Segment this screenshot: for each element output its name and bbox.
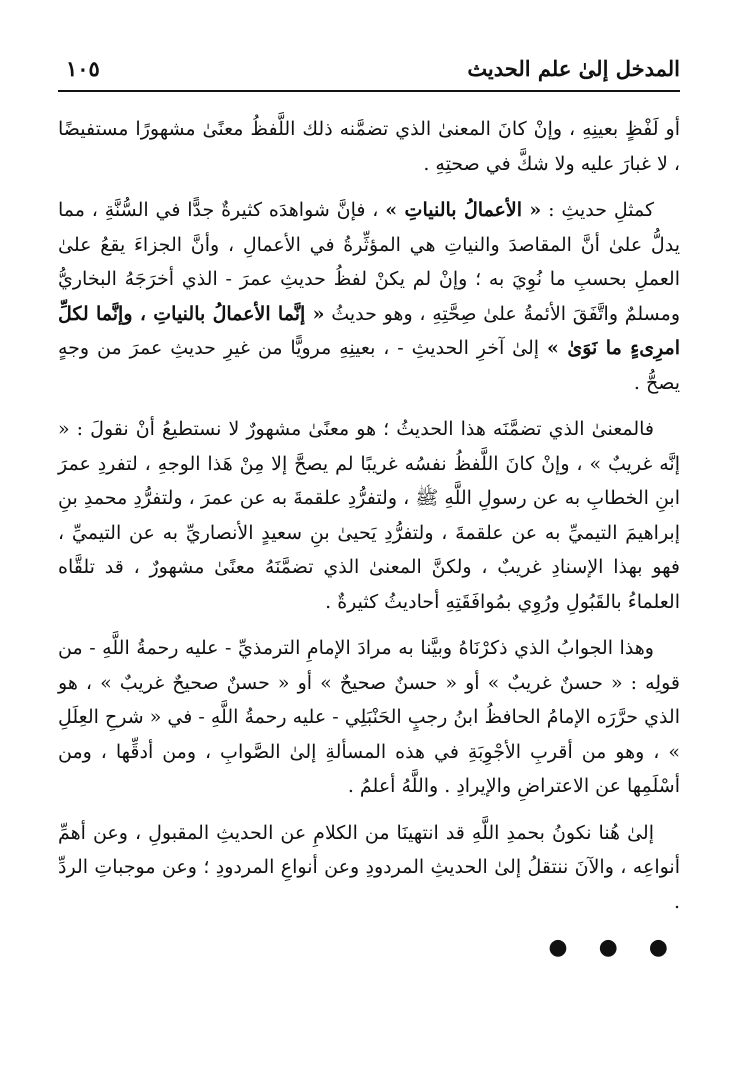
paragraph-2-end: إلىٰ آخرِ الحديثِ - ، بعينِهِ مرويًّا من غيرِ حديثِ عمرَ من وجهٍ يصحُّ . [58, 337, 680, 394]
section-end-ornament: ● ● ● [548, 935, 680, 960]
paragraph-3: فالمعنىٰ الذي تضمَّنَه هذا الحديثُ ؛ هو معنًىٰ مشهورٌ لا نستطيعُ أنْ نقولَ : « إنَّه غريبٌ » ، وإنْ كانَ اللَّفظُ نفسُه غريبًا لم يصحَّ إلا مِنْ هَذا الوجهِ ، لتفردِ عمرَ ابنِ الخطابِ به عن رسولِ اللَّهِ ﷺ ، ولتفرُّدِ علقمةَ به عن عمرَ ، ولتفرُّدِ محمدِ بنِ إبراهيمَ التيميِّ به عن علقمةَ ، ولتفرُّدِ يَحيىٰ بنِ سعيدٍ الأنصاريِّ به عن التيميِّ ، فهو بهذا الإسنادِ غريبٌ ، ولكنَّ المعنىٰ الذي تضمَّنَهُ معنًىٰ مشهورٌ ، قد تلقَّاه العلماءُ بالقَبُولِ ورُوِي بمُوافَقَتِهِ أحاديثُ كثيرةٌ . [58, 418, 680, 613]
running-header [58, 50, 680, 92]
page-number: ١٠٥ [66, 56, 100, 81]
paragraph-2-intro: كمثلِ حديثِ : [541, 199, 655, 221]
paragraph-1: أو لَفْظٍ بعينِهِ ، وإنْ كانَ المعنىٰ الذي تضمَّنه ذلك اللَّفظُ معنًىٰ مشهورًا مستفيضًا ، لا غبارَ عليه ولا شكَّ في صحتِهِ . [58, 118, 680, 175]
paragraph-4: وهذا الجوابُ الذي ذكرْنَاهُ وبيَّنا به مرادَ الإمامِ الترمذيِّ - عليه رحمةُ اللَّهِ - من قولِه : « حسنٌ غريبٌ » أو « حسنٌ صحيحٌ » أو « حسنٌ صحيحٌ غريبٌ » ، هو الذي حرَّرَه الإمامُ الحافظُ ابنُ رجبٍ الحَنْبَلِي - عليه رحمةُ اللَّهِ - في « شرحِ العِلَلِ » ، وهو من أقربِ الأجْوِبَةِ في هذه المسألةِ إلىٰ الصَّوابِ ، ومن أدقِّها ، ومن أسْلَمِها عن الاعتراضِ والإيرادِ . واللَّهُ أعلمُ . [58, 637, 680, 797]
paragraph-2-body: ، فإنَّ شواهدَه كثيرةٌ جدًّا في السُّنَّةِ ، مما يدلُّ علىٰ أنَّ المقاصدَ والنياتِ هي المؤثِّرةُ في الأعمالِ ، وأنَّ الجزاءَ يقعُ علىٰ العملِ بحسبِ ما نُوِيَ به ؛ وإنْ لم يكنْ لفظُ حديثِ عمرَ - الذي أخرَجَهُ البخاريُّ ومسلمٌ واتَّفَقَ الأئمةُ علىٰ صِحَّتِهِ ، وهو حديثُ [58, 199, 680, 325]
hadith-quote-1: « الأعمالُ بالنياتِ » [385, 199, 542, 221]
header-title: المدخل إلىٰ علم الحديث [467, 56, 680, 81]
hadith-quote-2: « إنَّما الأعمالُ بالنياتِ ، وإنَّما لكلِّ امرِىءٍ ما نَوَىٰ » [58, 302, 680, 359]
body-text [58, 112, 680, 966]
paragraph-2 [58, 193, 680, 400]
book-page [58, 50, 680, 966]
paragraph-5: إلىٰ هُنا نكونُ بحمدِ اللَّهِ قد انتهينَا من الكلامِ عن الحديثِ المقبولِ ، وعن أهمِّ أنواعِه ، والآنَ ننتقلُ إلىٰ الحديثِ المردودِ وعن أنواعِ المردودِ ؛ وعن موجباتِ الردِّ . [58, 821, 680, 913]
